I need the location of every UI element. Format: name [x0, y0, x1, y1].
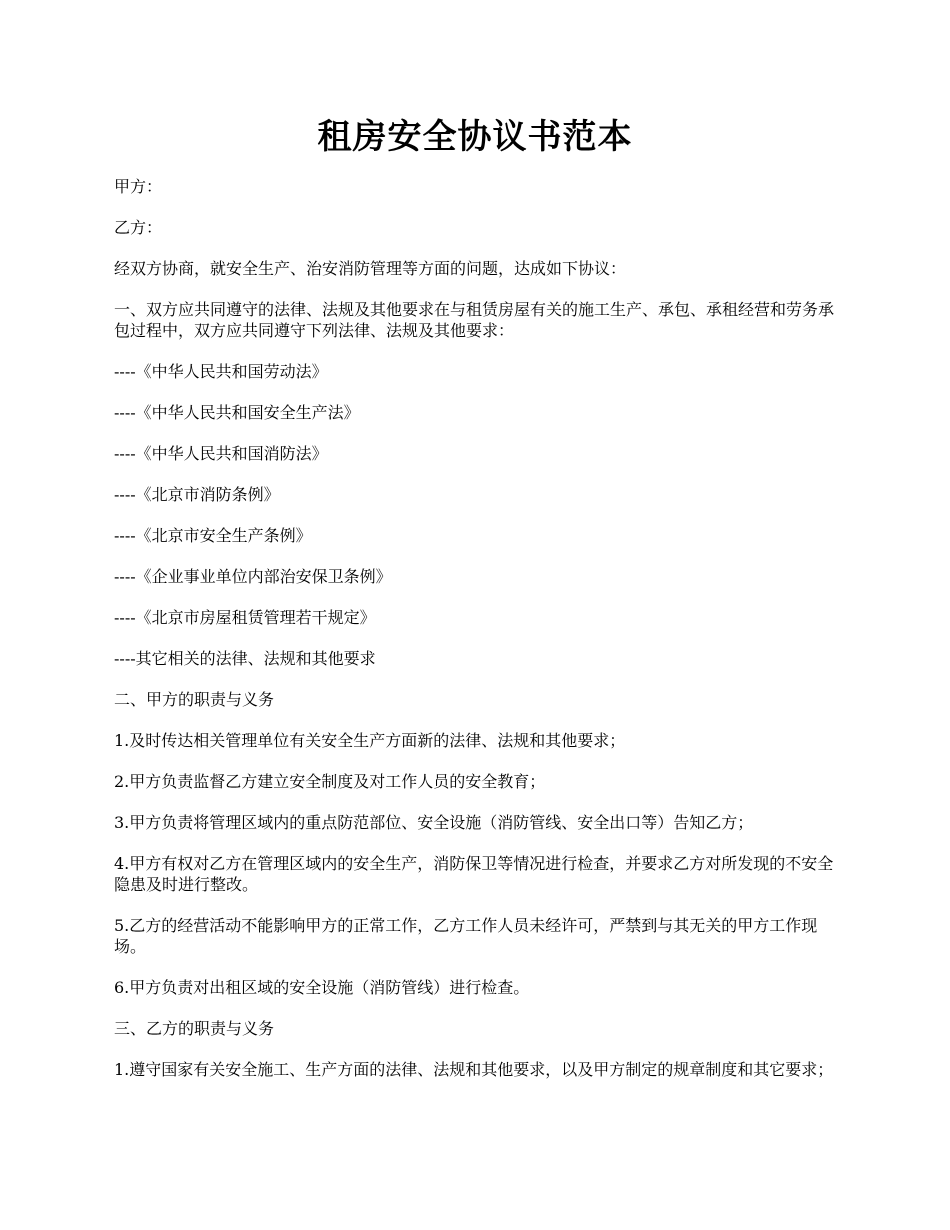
party-a-duty-item: 6.甲方负责对出租区域的安全设施（消防管线）进行检查。: [114, 978, 530, 997]
section-3-heading: 三、乙方的职责与义务: [114, 1019, 275, 1038]
law-item: ----《中华人民共和国劳动法》: [114, 362, 328, 381]
document-title: 租房安全协议书范本: [317, 117, 633, 157]
law-item: ----《北京市消防条例》: [114, 485, 280, 504]
law-item: ----其它相关的法律、法规和其他要求: [114, 649, 376, 668]
law-item: ----《企业事业单位内部治安保卫条例》: [114, 567, 392, 586]
law-item: ----《北京市房屋租赁管理若干规定》: [114, 608, 376, 627]
party-b-duty-item: 1.遵守国家有关安全施工、生产方面的法律、法规和其他要求，以及甲方制定的规章制度和其它要求；: [114, 1060, 834, 1079]
law-item: ----《中华人民共和国安全生产法》: [114, 403, 360, 422]
law-item: ----《中华人民共和国消防法》: [114, 444, 328, 463]
document-body: [114, 176, 840, 1100]
party-a-duty-item: 3.甲方负责将管理区域内的重点防范部位、安全设施（消防管线、安全出口等）告知乙方；: [114, 813, 754, 832]
party-a-line: 甲方：: [114, 177, 163, 196]
party-a-duty-item: 4.甲方有权对乙方在管理区域内的安全生产，消防保卫等情况进行检查，并要求乙方对所发现的不安全隐患及时进行整改。: [114, 854, 834, 894]
section-1-heading: 一、双方应共同遵守的法律、法规及其他要求在与租赁房屋有关的施工生产、承包、承租经营和劳务承包过程中，双方应共同遵守下列法律、法规及其他要求：: [114, 300, 835, 340]
party-a-duty-item: 5.乙方的经营活动不能影响甲方的正常工作，乙方工作人员未经许可，严禁到与其无关的甲方工作现场。: [114, 916, 818, 956]
party-b-line: 乙方：: [114, 218, 163, 237]
party-a-duty-item: 1.及时传达相关管理单位有关安全生产方面新的法律、法规和其他要求；: [114, 731, 626, 750]
law-item: ----《北京市安全生产条例》: [114, 526, 312, 545]
section-2-heading: 二、甲方的职责与义务: [114, 690, 275, 709]
party-a-duty-item: 2.甲方负责监督乙方建立安全制度及对工作人员的安全教育；: [114, 772, 546, 791]
agreement-intro: 经双方协商，就安全生产、治安消防管理等方面的问题，达成如下协议：: [114, 259, 627, 278]
